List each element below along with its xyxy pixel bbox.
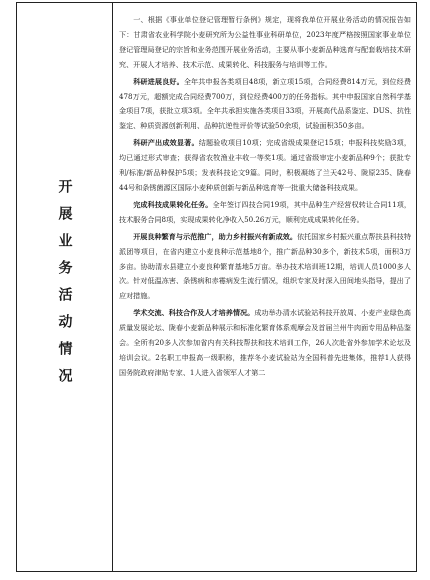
paragraph-text: 全年共申报各类项目48项，新立项15项，合同经费814万元，到位经费478万元，超额完成合同经费700万，到位经费400万的任务指标。其中申报国家自然科学基金项目7项，获批立项3项。全年共承担实施各类项目33项，开展高代品系鉴定、DUS、抗性鉴定、种质资源创新利用、品种抗逆性评价等试验50余项，试验面积350多亩。	[119, 76, 412, 131]
paragraph-text: 依托国家乡村振兴重点帮扶县科技特派团等项目，在省内建立小麦良种示范基地8个，推广新品种30多个，新技术5项，面积3万多亩。协助清水县建立小麦良种繁育基地5万亩。举办技术培训班12期，培训人员1000多人次。针对低温冻害、条锈病和赤霉病发生流行情况，组织专家及时深入田间地头指导，提出了应对措施。	[119, 231, 412, 301]
paragraph-research-progress	[119, 75, 411, 135]
activity-content-cell	[113, 3, 416, 571]
paragraph-intro	[119, 13, 411, 73]
paragraph-academic-exchange	[119, 306, 411, 381]
paragraph-text: 一、根据《事业单位登记管理暂行条例》规定，现将我单位开展业务活动的情况报告如下：甘肃省农业科学院小麦研究所为公益性事业科研单位，2023年度严格按照国家事业单位登记管理局登记的宗旨和业务范围开展业务活动，主要从事小麦新品种选育与配套栽培技术研究、开展人才培养、技术示范、成果转化、科技服务与培训等工作。	[119, 15, 411, 69]
paragraph-heading: 完成科技成果转化任务。	[133, 199, 213, 209]
paragraph-tech-transfer	[119, 198, 411, 228]
paragraph-text: 全年签订四技合同19项，其中品种生产经营权转让合同11项，技术服务合同8项，实现成果转化净收入50.26万元，顺利完成成果转化任务。	[119, 199, 412, 224]
paragraph-heading: 科研产出成效显著。	[133, 138, 199, 148]
paragraph-heading: 科研进展良好。	[133, 76, 184, 86]
paragraph-heading: 开展良种繁育与示范推广，助力乡村振兴有新成效。	[133, 231, 298, 241]
paragraph-rural-revitalization	[119, 230, 411, 305]
paragraph-text: 结题验收项目10项；完成省级成果登记15项；申报科技奖励3项，均已通过形式审查；获得省农牧渔业丰收一等奖1项。通过省级审定小麦新品种9个；获批专利/标准/新品种保护5项；发表科技论文9篇。同时，积极凝练了兰天42号、陇原235、陇春44号和条锈菌源区国际小麦种质创新与新品种选育等一批重大储备科技成果。	[119, 138, 411, 192]
section-title: 开展业务活动情况	[56, 179, 73, 395]
paragraph-heading: 学术交流、科技合作及人才培养情况。	[133, 308, 255, 318]
section-label-cell	[17, 3, 113, 571]
paragraph-text: 成功举办清水试验站科技开放周、小麦产业绿色高质量发展论坛、陇春小麦新品种展示和标准化繁育体系观摩会及首届兰州牛肉面专用品种品鉴会。全所有20多人次参加省内有关科技帮扶和技术培训工作，26人次赴省外参加学术论坛及培训会议。2名职工申报高一级职称，推荐冬小麦试验站为全国科普先进集体，推荐1人获得国务院政府津贴专家、1人进入省领军人才第二	[119, 308, 412, 377]
paragraph-research-output	[119, 136, 411, 196]
report-form	[16, 2, 417, 572]
